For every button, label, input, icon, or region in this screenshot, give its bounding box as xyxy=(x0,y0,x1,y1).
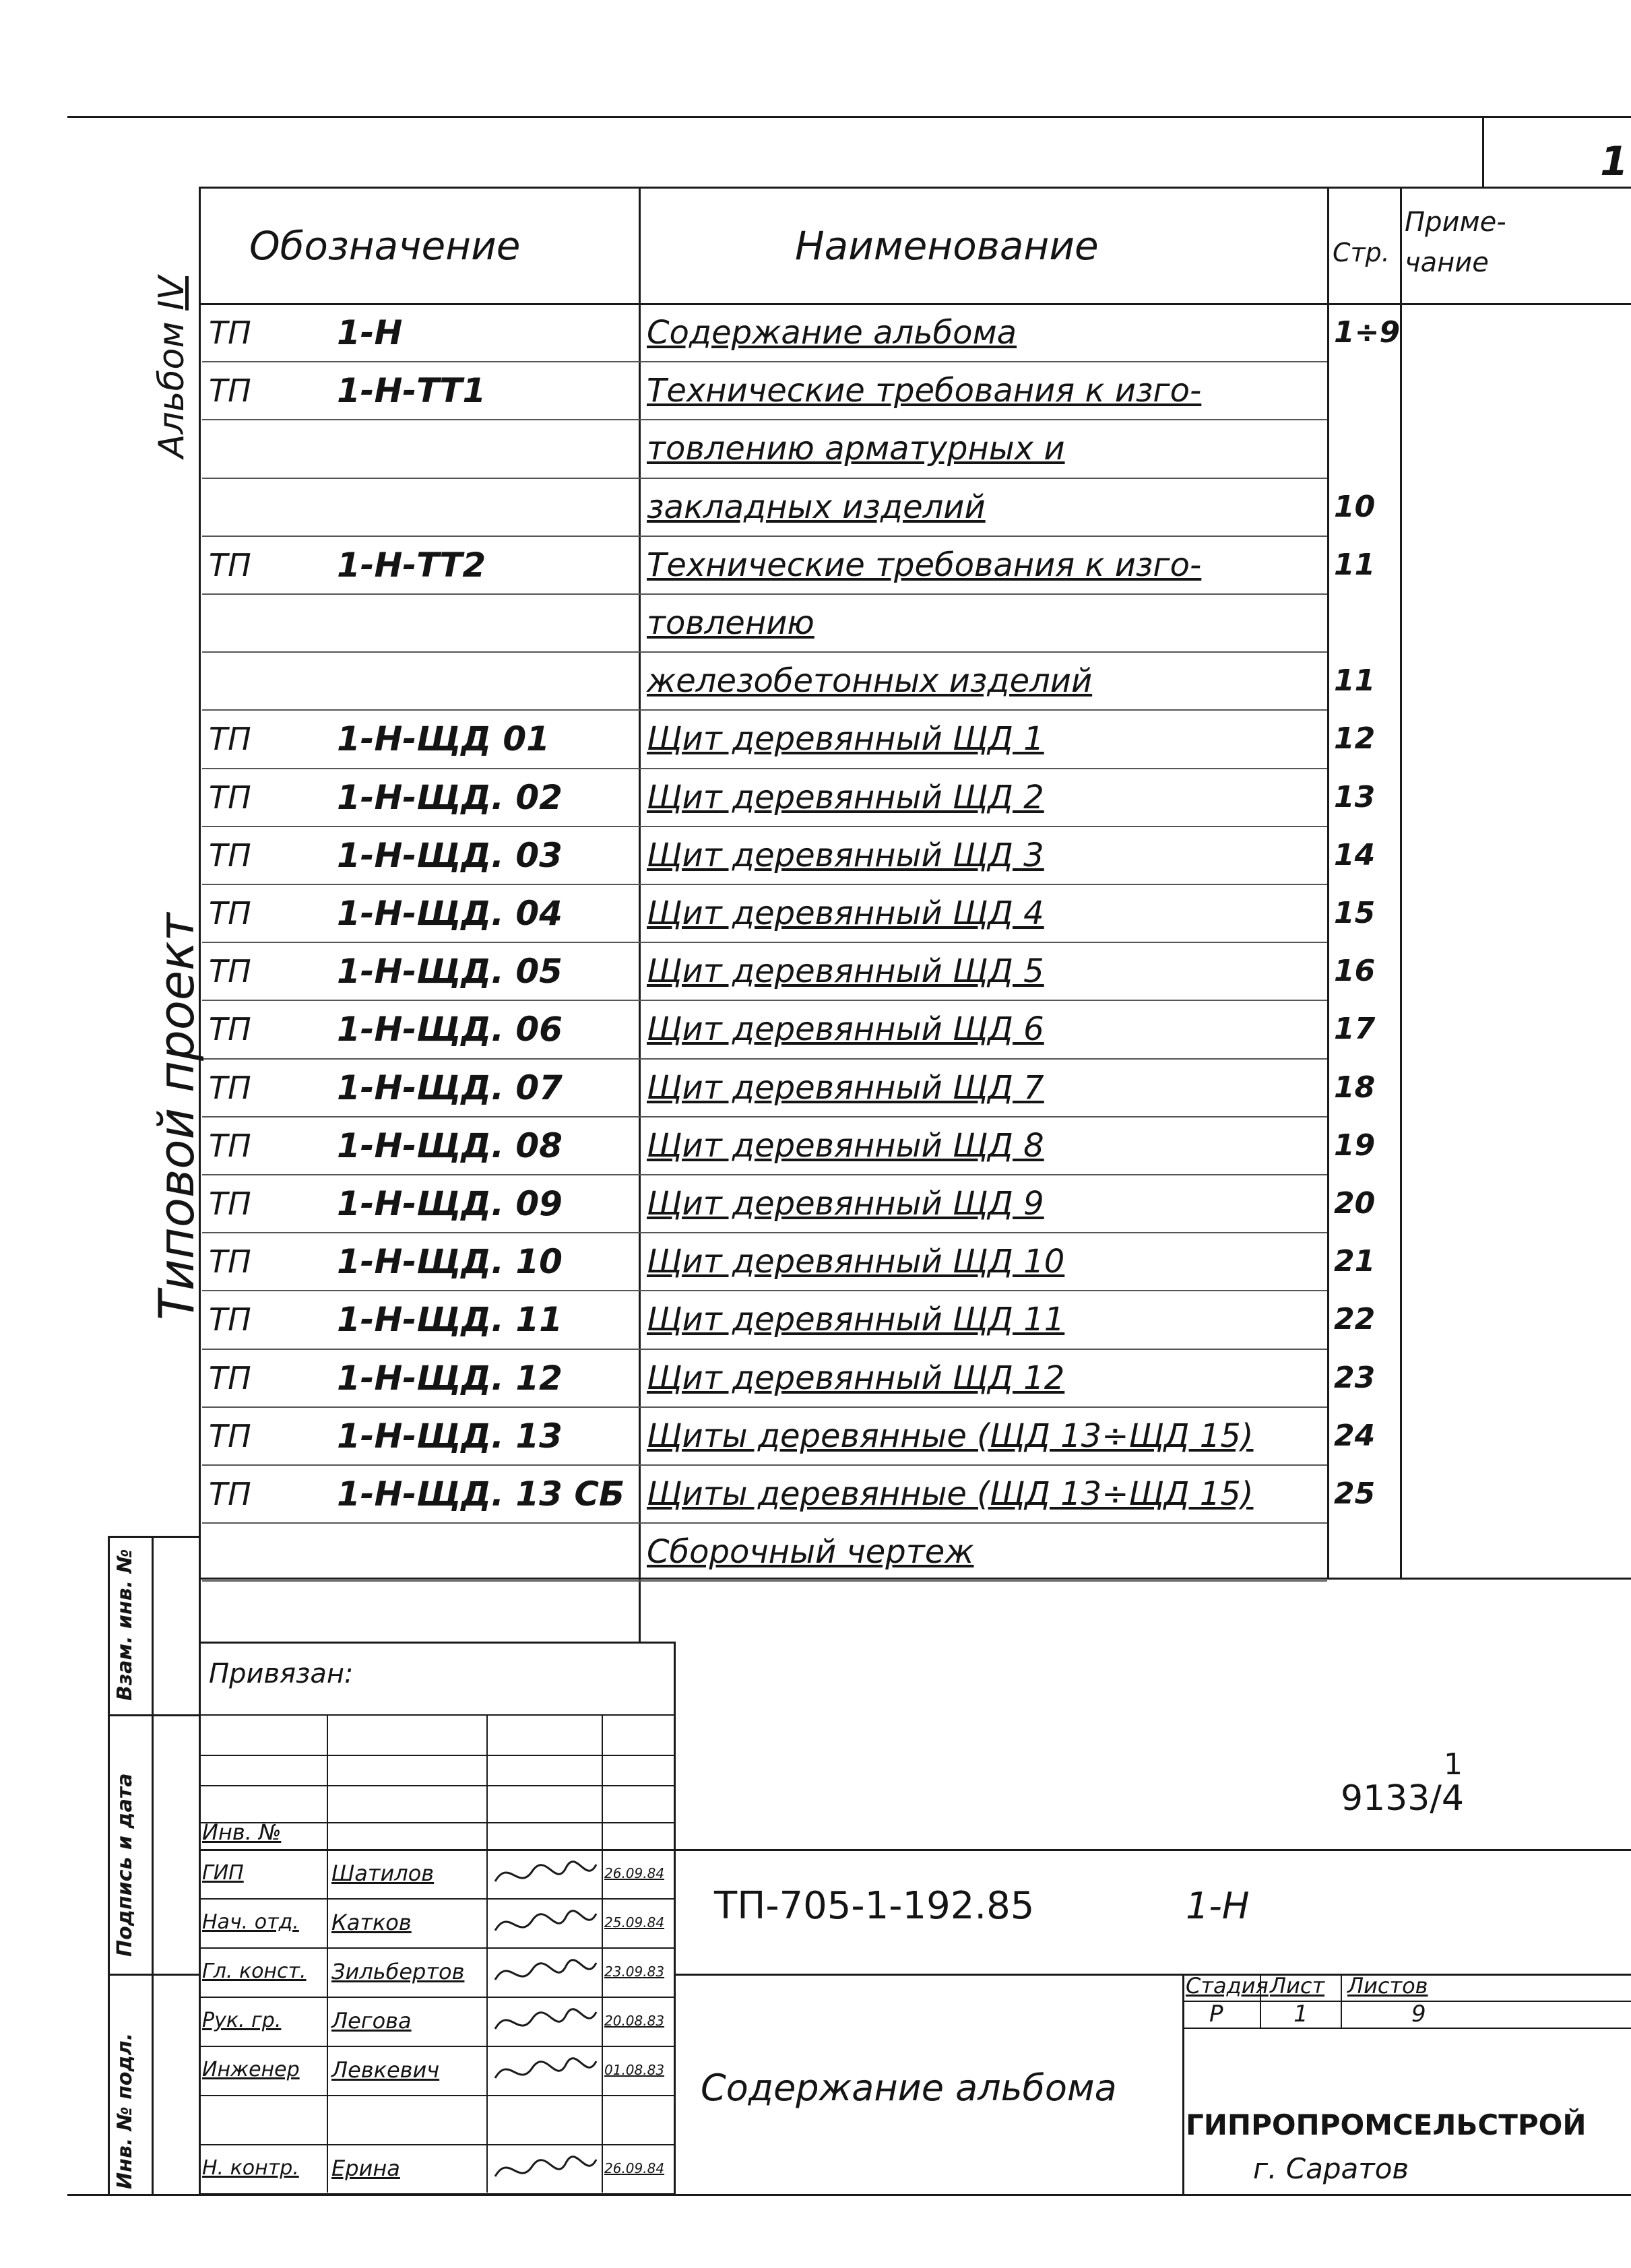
signature-name: Легова xyxy=(331,2008,412,2034)
document-title: Содержание альбома xyxy=(701,2067,1117,2109)
strip-vzam-label: Взам. инв. № xyxy=(113,1549,137,1701)
row-page: 15 xyxy=(1334,896,1376,930)
row-line xyxy=(202,1406,1327,1408)
row-page: 22 xyxy=(1334,1302,1376,1337)
row-prefix: ТП xyxy=(209,721,251,758)
row-code: 1-Н-ЩД. 08 xyxy=(337,1126,563,1165)
row-page: 17 xyxy=(1334,1012,1376,1047)
inv-no-label: Инв. № xyxy=(202,1819,282,1845)
row-prefix: ТП xyxy=(209,372,251,410)
sheet-code: 1-Н xyxy=(1186,1885,1250,1927)
row-name: Щит деревянный ЩД 11 xyxy=(647,1301,1065,1339)
album-number: IV xyxy=(152,276,192,311)
row-prefix: ТП xyxy=(209,1069,251,1106)
row-code: 1-Н-ЩД. 03 xyxy=(337,835,563,875)
sig-col-4 xyxy=(674,1642,676,2194)
organization: ГИПРОПРОМСЕЛЬСТРОЙ xyxy=(1186,2108,1587,2141)
row-name: Щиты деревянные (ЩД 13÷ЩД 15) xyxy=(647,1475,1254,1513)
row-name: Щит деревянный ЩД 8 xyxy=(647,1126,1044,1165)
row-prefix: ТП xyxy=(209,1186,251,1222)
row-page: 18 xyxy=(1334,1070,1376,1105)
signature-row-line xyxy=(199,2046,674,2047)
strip-line-2 xyxy=(108,1974,199,1976)
strip-left-line xyxy=(108,1536,110,2196)
archive-number-top: 1 xyxy=(1444,1747,1463,1782)
row-line xyxy=(202,884,1327,885)
row-prefix: ТП xyxy=(209,1476,251,1512)
stage-header-line xyxy=(1182,2001,1631,2002)
row-page: 25 xyxy=(1334,1477,1376,1511)
header-page: Стр. xyxy=(1333,238,1390,267)
signature-date: 23.09.83 xyxy=(604,1964,665,1980)
signature-role: Н. контр. xyxy=(202,2156,299,2180)
header-note-1: Приме- xyxy=(1405,207,1506,238)
row-code: 1-Н-ЩД. 13 СБ xyxy=(337,1475,625,1514)
signature-name: Шатилов xyxy=(331,1860,435,1886)
signature-scribble xyxy=(492,2002,600,2042)
stage-col-2 xyxy=(1341,1974,1342,2028)
row-name: Щит деревянный ЩД 10 xyxy=(647,1243,1065,1281)
sig-col-2 xyxy=(486,1714,488,2193)
signature-role: Нач. отд. xyxy=(202,1910,299,1934)
row-line xyxy=(202,419,1327,420)
row-line xyxy=(202,1174,1327,1175)
signature-row-line xyxy=(199,1898,674,1900)
row-line xyxy=(202,1000,1327,1001)
row-name: Щит деревянный ЩД 4 xyxy=(647,895,1044,932)
row-name: Щит деревянный ЩД 9 xyxy=(647,1185,1044,1223)
sig-col-3 xyxy=(602,1714,603,2193)
title-top-line xyxy=(674,1849,1631,1851)
row-prefix: ТП xyxy=(209,1417,251,1454)
row-prefix: ТП xyxy=(209,1127,251,1164)
signature-scribble xyxy=(492,1854,600,1895)
signature-scribble xyxy=(492,2051,600,2092)
signature-scribble xyxy=(492,1904,600,1944)
page-number: 1 xyxy=(1600,138,1628,185)
row-prefix: ТП xyxy=(209,1243,251,1281)
row-line xyxy=(202,1232,1327,1233)
signature-date: 25.09.84 xyxy=(604,1914,665,1931)
signature-name: Левкевич xyxy=(331,2057,440,2083)
row-code: 1-Н-ЩД 01 xyxy=(337,719,550,759)
row-page: 24 xyxy=(1334,1418,1376,1453)
strip-inv-label: Инв. № подл. xyxy=(113,2032,137,2189)
row-line xyxy=(202,593,1327,595)
row-line xyxy=(202,361,1327,362)
row-line xyxy=(202,1580,1327,1582)
row-code: 1-Н-ЩД. 05 xyxy=(337,952,563,992)
row-name: железобетонных изделий xyxy=(647,662,1093,701)
sig-rows-bottom xyxy=(67,2194,1631,2196)
row-page: 11 xyxy=(1334,663,1376,699)
row-name: товлению арматурных и xyxy=(647,430,1065,468)
row-code: 1-Н-ЩД. 10 xyxy=(337,1242,563,1282)
row-name: Сборочный чертеж xyxy=(647,1533,974,1572)
row-page: 14 xyxy=(1334,837,1376,872)
signature-name: Катков xyxy=(331,1910,412,1935)
page-number-box-left xyxy=(1482,116,1484,187)
row-code: 1-Н-ЩД. 09 xyxy=(337,1184,563,1223)
signature-date: 26.09.84 xyxy=(604,2160,665,2176)
row-name: Технические требования к изго- xyxy=(647,372,1202,410)
document-code: ТП-705-1-192.85 xyxy=(714,1884,1035,1928)
row-line xyxy=(202,1464,1327,1466)
row-prefix: ТП xyxy=(209,779,251,816)
signature-row-line xyxy=(199,2095,674,2096)
row-page: 16 xyxy=(1334,954,1376,989)
archive-number: 9133/4 xyxy=(1341,1778,1464,1819)
strip-mid-line xyxy=(152,1536,154,2196)
album-label xyxy=(152,276,192,458)
row-code: 1-Н-ЩД. 06 xyxy=(337,1010,563,1049)
row-line xyxy=(202,651,1327,653)
row-name: Щит деревянный ЩД 7 xyxy=(647,1068,1044,1107)
row-name: Технические требования к изго- xyxy=(647,546,1202,584)
row-page: 12 xyxy=(1334,721,1376,756)
row-prefix: ТП xyxy=(209,315,251,351)
signature-row-line xyxy=(199,2144,674,2145)
row-name: закладных изделий xyxy=(647,488,986,526)
signature-date: 26.09.84 xyxy=(604,1865,665,1881)
city: г. Саратов xyxy=(1253,2152,1409,2185)
row-page: 23 xyxy=(1334,1360,1376,1395)
sheet-value: 1 xyxy=(1293,2001,1308,2028)
row-name: Щит деревянный ЩД 3 xyxy=(647,836,1044,874)
sheets-value: 9 xyxy=(1411,2001,1426,2028)
row-name: Щит деревянный ЩД 6 xyxy=(647,1010,1044,1049)
header-bottom-line xyxy=(199,303,1631,305)
row-line xyxy=(202,1349,1327,1350)
sig-rows-top xyxy=(199,1849,674,1851)
signature-scribble xyxy=(492,2149,600,2190)
row-line xyxy=(202,536,1327,537)
signature-name: Зильбертов xyxy=(331,1959,465,1984)
col-divider-name xyxy=(639,187,641,1642)
signature-date: 01.08.83 xyxy=(604,2062,665,2078)
table-bottom-line xyxy=(199,1578,1631,1580)
strip-line-1 xyxy=(108,1714,199,1716)
row-prefix: ТП xyxy=(209,837,251,874)
col-divider-note xyxy=(1400,187,1402,1578)
sheets-label: Листов xyxy=(1347,1973,1428,1999)
row-code: 1-Н-ТТ2 xyxy=(337,545,486,585)
row-prefix: ТП xyxy=(209,895,251,932)
signature-role: ГИП xyxy=(202,1861,244,1885)
signature-role: Инженер xyxy=(202,2058,300,2081)
row-line xyxy=(202,1290,1327,1291)
sheet-label: Лист xyxy=(1270,1973,1325,1999)
strip-podpis-label: Подпись и дата xyxy=(113,1773,137,1957)
header-note-2: чание xyxy=(1405,247,1489,278)
project-label: Типовой проект xyxy=(148,913,205,1320)
row-code: 1-Н-ЩД. 04 xyxy=(337,894,563,933)
row-page: 11 xyxy=(1334,547,1376,582)
signature-row-line xyxy=(199,1997,674,1998)
privyazan-top-line xyxy=(199,1642,674,1644)
signature-role: Рук. гр. xyxy=(202,2009,282,2032)
row-line xyxy=(202,1522,1327,1524)
row-line xyxy=(202,768,1327,769)
row-prefix: ТП xyxy=(209,1011,251,1048)
row-line xyxy=(202,709,1327,711)
signature-scribble xyxy=(492,1953,600,1993)
row-page: 19 xyxy=(1334,1128,1376,1163)
row-name: Щиты деревянные (ЩД 13÷ЩД 15) xyxy=(647,1417,1254,1455)
header-designation: Обозначение xyxy=(249,223,521,269)
row-line xyxy=(202,1116,1327,1117)
signature-row-line xyxy=(199,1947,674,1949)
row-code: 1-Н-ЩД. 13 xyxy=(337,1416,563,1456)
row-prefix: ТП xyxy=(209,1359,251,1396)
title-mid-line xyxy=(674,1974,1631,1976)
row-page: 20 xyxy=(1334,1186,1376,1221)
row-page: 10 xyxy=(1334,489,1376,524)
signature-date: 20.08.83 xyxy=(604,2013,665,2029)
row-line xyxy=(202,826,1327,827)
top-border-line xyxy=(67,116,1631,118)
row-name: Содержание альбома xyxy=(647,314,1017,352)
row-page: 13 xyxy=(1334,779,1376,814)
table-top-line xyxy=(199,187,1631,189)
col-divider-page xyxy=(1327,187,1329,1578)
row-name: Щит деревянный ЩД 2 xyxy=(647,778,1044,816)
row-page: 21 xyxy=(1334,1244,1376,1279)
row-code: 1-Н-ЩД. 12 xyxy=(337,1358,563,1398)
row-prefix: ТП xyxy=(209,953,251,990)
row-code: 1-Н xyxy=(337,313,403,352)
row-name: Щит деревянный ЩД 12 xyxy=(647,1359,1065,1397)
row-code: 1-Н-ЩД. 07 xyxy=(337,1068,563,1107)
row-code: 1-Н-ЩД. 11 xyxy=(337,1300,563,1340)
signature-name: Ерина xyxy=(331,2156,400,2181)
signature-role: Гл. конст. xyxy=(202,1959,307,1983)
stage-value-line xyxy=(1182,2028,1631,2029)
album-label-text: Альбом xyxy=(152,321,192,458)
row-line xyxy=(202,942,1327,943)
title-divider xyxy=(1182,1974,1184,2194)
row-line xyxy=(202,478,1327,479)
row-line xyxy=(202,1058,1327,1060)
row-prefix: ТП xyxy=(209,546,251,583)
row-name: товлению xyxy=(647,604,814,642)
privyazan-label: Привязан: xyxy=(209,1658,354,1689)
row-page: 1÷9 xyxy=(1334,315,1401,350)
row-name: Щит деревянный ЩД 1 xyxy=(647,720,1044,758)
strip-top-line xyxy=(108,1536,199,1538)
stage-label: Стадия xyxy=(1186,1973,1269,1999)
row-name: Щит деревянный ЩД 5 xyxy=(647,952,1044,991)
stage-value: Р xyxy=(1209,2001,1223,2028)
row-code: 1-Н-ТТ1 xyxy=(337,371,486,411)
sig-col-1 xyxy=(327,1714,328,2193)
row-prefix: ТП xyxy=(209,1301,251,1338)
header-name: Наименование xyxy=(795,223,1099,269)
row-code: 1-Н-ЩД. 02 xyxy=(337,777,563,817)
